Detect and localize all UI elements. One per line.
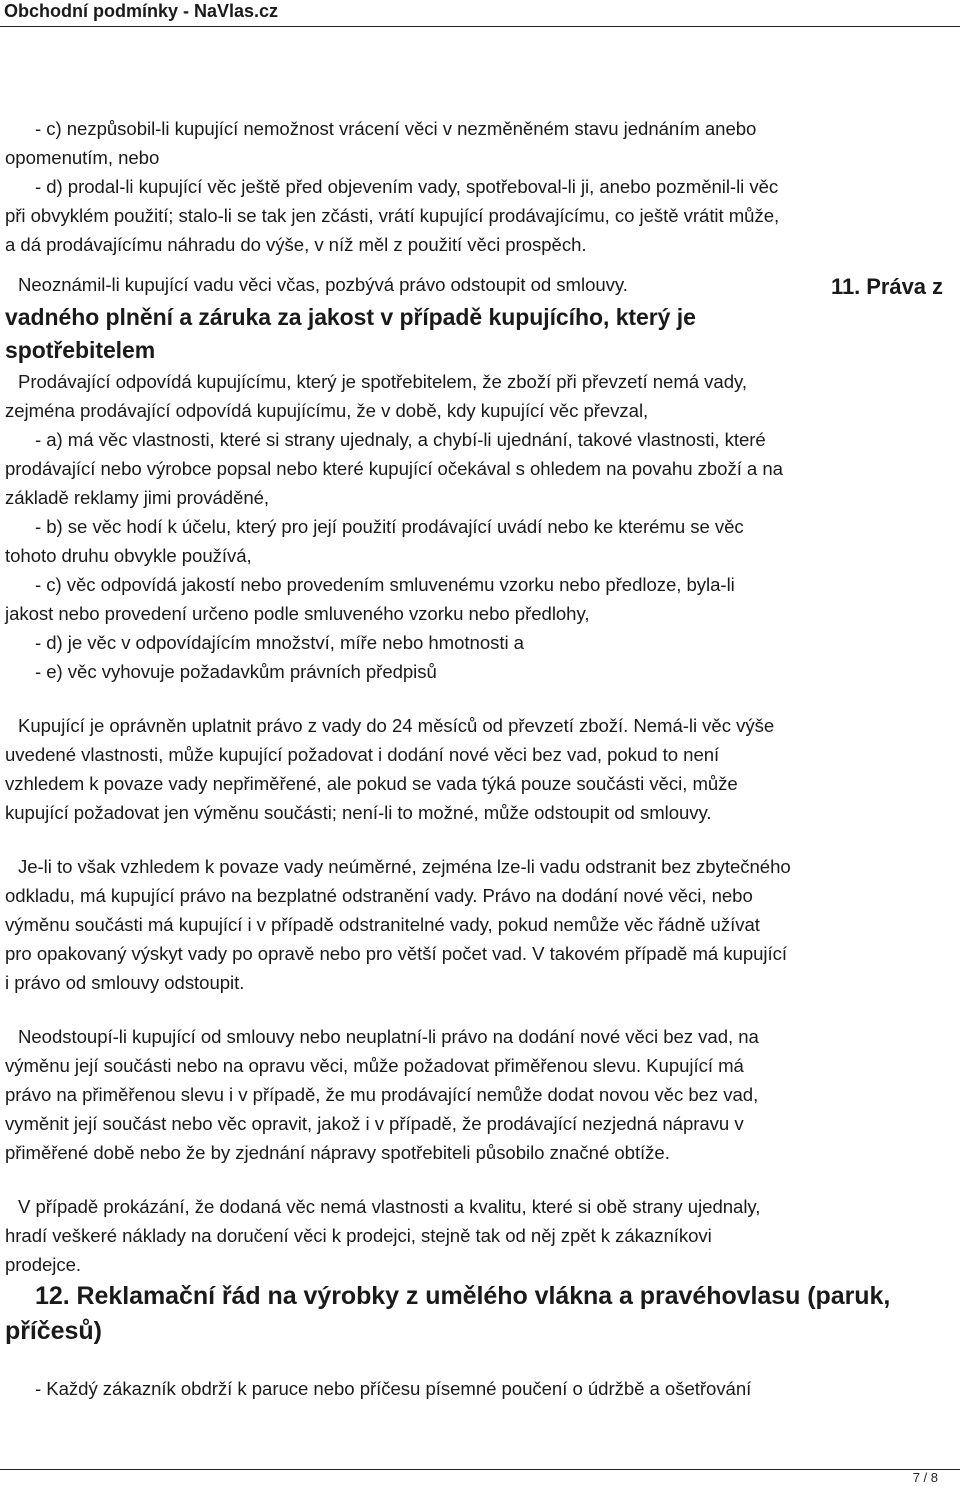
header-rule: [0, 26, 960, 27]
text-line: prodejce.: [5, 1254, 82, 1275]
list-item: - a) má věc vlastnosti, které si strany ujednaly, a chybí-li ujednání, takové vlastnosti, které: [35, 429, 766, 450]
text-line: zejména prodávající odpovídá kupujícímu, že v době, kdy kupující věc převzal,: [5, 400, 649, 421]
intro-paragraph: [5, 114, 955, 259]
text-line: právo na přiměřenou slevu i v případě, že mu prodávající nemůže dodat novou věc bez vad,: [5, 1084, 759, 1105]
care-paragraph: [5, 1374, 955, 1403]
text-line: při obvyklém použití; stalo-li se tak jen zčásti, vrátí kupující prodávajícímu, co ještě vrátit může,: [5, 205, 780, 226]
text-line: kupující požadovat jen výměnu součásti; není-li to možné, může odstoupit od smlouvy.: [5, 802, 712, 823]
list-item: - b) se věc hodí k účelu, který pro její použití prodávající uvádí nebo ke kterému se věc: [35, 516, 744, 537]
section-12-heading: [5, 1279, 955, 1349]
warranty-paragraph: [5, 367, 955, 686]
section-11-heading-start: 11. Práva z: [831, 274, 943, 299]
discount-paragraph: [5, 1022, 955, 1167]
text-line: přiměřené době nebo že by zjednání nápravy spotřebiteli působilo značné obtíže.: [5, 1142, 670, 1163]
text-line: vyměnit její součást nebo věc opravit, jakož i v případě, že prodávající nezjedná nápravu v: [5, 1113, 744, 1134]
text-line: základě reklamy jimi prováděné,: [5, 487, 270, 508]
repair-paragraph: [5, 852, 955, 997]
page-header-title: Obchodní podmínky - NaVlas.cz: [4, 1, 279, 21]
heading-line: příčesů): [5, 1317, 102, 1345]
notice-text: Neoznámil-li kupující vadu věci včas, pozbývá právo odstoupit od smlouvy.: [18, 274, 628, 295]
costs-paragraph: [5, 1192, 955, 1279]
text-line: pro opakovaný výskyt vady po opravě nebo pro větší počet vad. V takovém případě má kupující: [5, 943, 787, 964]
claim-period-paragraph: [5, 711, 955, 827]
heading-line: 12. Reklamační řád na výrobky z umělého vlákna a pravéhovlasu (paruk,: [35, 1282, 891, 1310]
text-line: odkladu, má kupující právo na bezplatné odstranění vady. Právo na dodání nové věci, nebo: [5, 885, 753, 906]
list-item: - c) věc odpovídá jakostí nebo provedením smluvenému vzorku nebo předloze, byla-li: [35, 574, 735, 595]
list-item: - d) je věc v odpovídajícím množství, míře nebo hmotnosti a: [35, 632, 524, 653]
footer-rule: [0, 1469, 960, 1470]
notice-paragraph: [5, 270, 955, 301]
text-line: jakost nebo provedení určeno podle smluveného vzorku nebo předlohy,: [5, 603, 590, 624]
text-line: uvedené vlastnosti, může kupující požadovat i dodání nové věci bez vad, pokud to není: [5, 744, 720, 765]
text-line: Prodávající odpovídá kupujícímu, který je spotřebitelem, že zboží při převzetí nemá vady,: [18, 371, 747, 392]
text-line: Je-li to však vzhledem k povaze vady neúměrné, zejména lze-li vadu odstranit bez zbytečného: [18, 856, 791, 877]
text-line: i právo od smlouvy odstoupit.: [5, 972, 245, 993]
section-11-heading: [5, 301, 955, 367]
heading-line: spotřebitelem: [5, 337, 156, 363]
text-line: - d) prodal-li kupující věc ještě před objevením vady, spotřeboval-li ji, anebo pozměnil-li věc: [35, 176, 779, 197]
text-line: prodávající nebo výrobce popsal nebo které kupující očekával s ohledem na povahu zboží a na: [5, 458, 783, 479]
text-line: opomenutím, nebo: [5, 147, 160, 168]
text-line: vzhledem k povaze vady nepřiměřené, ale pokud se vada týká pouze součásti věci, může: [5, 773, 738, 794]
document-body: [5, 114, 955, 1403]
text-line: Kupující je oprávněn uplatnit právo z vady do 24 měsíců od převzetí zboží. Nemá-li věc výše: [18, 715, 775, 736]
text-line: - c) nezpůsobil-li kupující nemožnost vrácení věci v nezměněném stavu jednáním anebo: [35, 118, 757, 139]
list-item: - e) věc vyhovuje požadavkům právních předpisů: [35, 661, 437, 682]
text-line: výměnu její součásti nebo na opravu věci, může požadovat přiměřenou slevu. Kupující má: [5, 1055, 744, 1076]
text-line: a dá prodávajícímu náhradu do výše, v níž měl z použití věci prospěch.: [5, 234, 587, 255]
text-line: V případě prokázání, že dodaná věc nemá vlastnosti a kvalitu, které si obě strany ujednaly,: [18, 1196, 761, 1217]
text-line: hradí veškeré náklady na doručení věci k prodejci, stejně tak od něj zpět k zákazníkovi: [5, 1225, 712, 1246]
text-line: Neodstoupí-li kupující od smlouvy nebo neuplatní-li právo na dodání nové věci bez vad, na: [18, 1026, 759, 1047]
text-line: tohoto druhu obvykle používá,: [5, 545, 252, 566]
list-item: - Každý zákazník obdrží k paruce nebo příčesu písemné poučení o údržbě a ošetřování: [35, 1378, 752, 1399]
page-number: 7 / 8: [912, 1470, 938, 1485]
text-line: výměnu součásti má kupující i v případě odstranitelné vady, pokud nemůže věc řádně užívat: [5, 914, 760, 935]
heading-line: vadného plnění a záruka za jakost v případě kupujícího, který je: [5, 304, 696, 330]
